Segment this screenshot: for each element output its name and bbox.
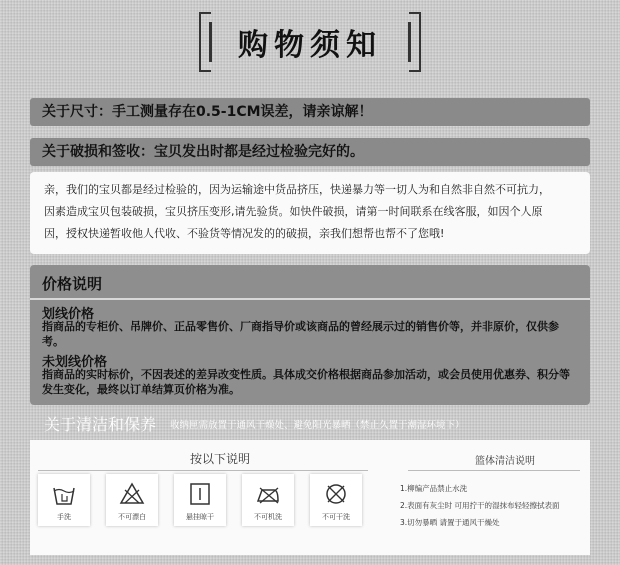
- page-title: 购物须知: [238, 28, 382, 63]
- title-frame: [199, 12, 421, 74]
- no-dry-clean-icon: [322, 480, 350, 508]
- care-divider-right: [408, 470, 580, 471]
- care-note: 收纳匣需放置于通风干燥处、避免阳光暴晒（禁止久置于潮湿环境下）: [170, 420, 465, 431]
- no-bleach-icon: [118, 480, 146, 508]
- strike-price-title: 划线价格: [42, 307, 95, 322]
- nostrike-price-title: 未划线价格: [42, 355, 108, 370]
- care-divider-left: [38, 470, 368, 471]
- price-divider: [30, 298, 590, 300]
- care-card-no-dry-clean: [310, 474, 362, 526]
- hang-dry-icon: [186, 480, 214, 508]
- hand-wash-icon: [50, 480, 78, 508]
- care-card-no-bleach: [106, 474, 158, 526]
- care-left-title: 按以下说明: [189, 452, 250, 466]
- care-header: [30, 412, 590, 434]
- notice-line: 亲，我们的宝贝都是经过检验的，因为运输途中货品挤压，快递暴力等一切人为和自然非自然不可抗力，: [44, 183, 550, 196]
- care-instruction: 1.柳编产品禁止水洗: [400, 484, 468, 493]
- care-card-hand-wash: [38, 474, 90, 526]
- care-card-hang-dry: [174, 474, 226, 526]
- care-instruction: 2.表面有灰尘时 可用拧干的湿抹布轻轻擦拭表面: [400, 501, 560, 510]
- price-section: [30, 265, 590, 405]
- damage-notice-bar: [30, 138, 590, 166]
- size-notice-bar: [30, 98, 590, 126]
- care-icon-label: 手洗: [57, 513, 71, 521]
- care-right-title: 篮体清洁说明: [475, 456, 535, 467]
- strike-price-text: 指商品的专柜价、吊牌价、正品零售价、厂商指导价或该商品的曾经展示过的销售价等，并非原价，仅供参考。: [42, 320, 559, 348]
- damage-notice: 关于破损和签收：宝贝发出时都是经过检验完好的。: [42, 144, 364, 160]
- care-icon-label: 不可干洗: [322, 513, 350, 521]
- damage-details: [30, 172, 590, 254]
- notice-line: 因素造成宝贝包装破损，宝贝挤压变形,请先验货。如快件破损，请第一时间联系在线客服，如因个人原: [44, 205, 543, 218]
- nostrike-price-text: 指商品的实时标价，不因表述的差异改变性质。具体成交价格根据商品参加活动，或会员使用优惠券、积分等发生变化，最终以订单结算页价格为准。: [42, 368, 570, 396]
- care-icon-label: 悬挂晾干: [186, 513, 214, 521]
- notice-line: 因，授权快递暂收他人代收、不验货等情况发的的破损，亲我们想帮也帮不了您哦!: [44, 227, 445, 240]
- care-icon-label: 不可漂白: [118, 513, 146, 521]
- care-card-no-iron: [242, 474, 294, 526]
- no-iron-icon: [254, 480, 282, 508]
- care-title: 关于清洁和保养: [44, 415, 157, 434]
- care-icon-label: 不可机洗: [254, 513, 282, 521]
- care-panel: [30, 440, 590, 555]
- care-instruction: 3.切勿暴晒 请置于通风干燥处: [400, 518, 500, 527]
- price-title: 价格说明: [42, 275, 103, 293]
- care-instructions: [400, 480, 585, 531]
- size-notice: 关于尺寸：手工测量存在0.5-1CM误差，请亲谅解！: [42, 104, 373, 120]
